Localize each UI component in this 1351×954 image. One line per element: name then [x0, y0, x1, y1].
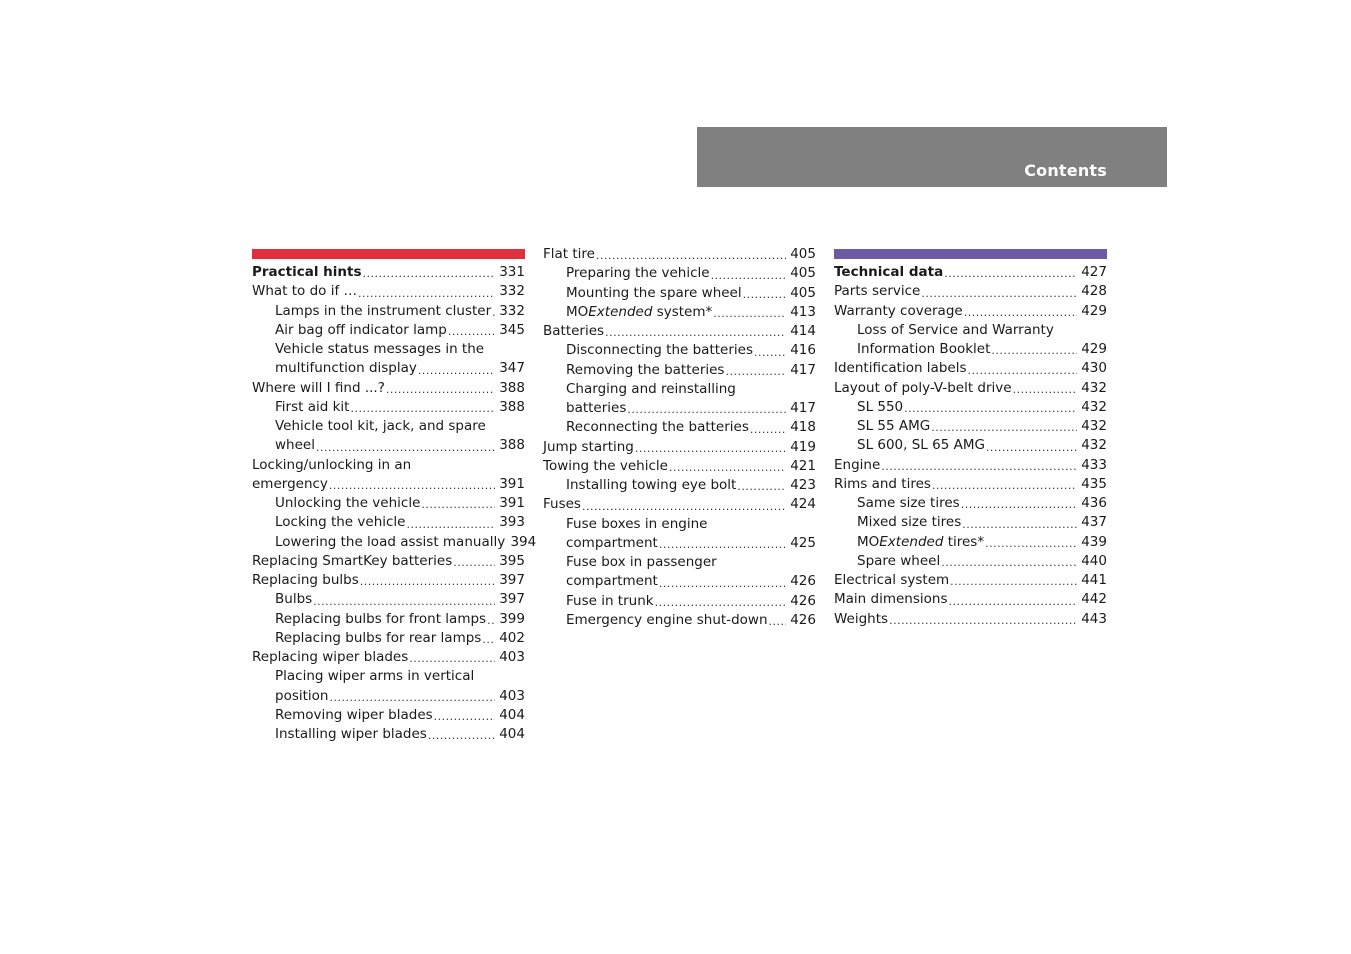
toc-entry-label: Weights [834, 610, 889, 627]
toc-entry [252, 494, 525, 513]
toc-entry-label: Lamps in the instrument cluster [275, 302, 492, 319]
toc-entry-label: Fuse boxes in engine [566, 515, 708, 532]
toc-entry-label: SL 550 [857, 398, 904, 415]
toc-entry-page: 413 [790, 303, 816, 320]
toc-entry-label: Electrical system [834, 572, 950, 588]
toc-entry-page: 405 [790, 265, 816, 282]
toc-entry-label: Towing the vehicle [543, 457, 668, 474]
toc-entry-page: 403 [499, 687, 525, 704]
toc-entry [834, 436, 1107, 455]
toc-entry [252, 379, 525, 398]
toc-entry [252, 552, 525, 571]
toc-entry [834, 398, 1107, 417]
dot-leader [386, 381, 495, 398]
toc-entry [543, 361, 816, 380]
toc-entry [834, 513, 1107, 532]
toc-entry-page: 430 [1081, 360, 1107, 377]
dot-leader [434, 708, 495, 725]
toc-entry-label: compartment [566, 573, 658, 590]
page-title: Contents [1024, 161, 1107, 180]
toc-entry-page: 435 [1081, 475, 1107, 492]
toc-entry-page: 433 [1081, 456, 1107, 473]
toc-entry-page: 429 [1081, 302, 1107, 319]
dot-leader [743, 286, 786, 303]
toc-entry [252, 263, 525, 282]
dot-leader [881, 458, 1077, 475]
toc-entry-label: position [275, 687, 329, 704]
dot-leader [750, 421, 786, 438]
toc-column-flat-tire [543, 245, 816, 630]
toc-entry-page: 427 [1081, 264, 1107, 280]
toc-entry [543, 284, 816, 303]
dot-leader [964, 304, 1077, 321]
dot-leader [986, 439, 1077, 456]
toc-entry-label: Bulbs [275, 591, 313, 608]
toc-entries [252, 263, 537, 744]
dot-leader [941, 554, 1077, 571]
toc-entry-label: Information Booklet [857, 341, 991, 357]
dot-leader [948, 593, 1077, 610]
dot-leader [961, 496, 1077, 513]
toc-entry [252, 513, 525, 532]
dot-leader [421, 496, 495, 513]
toc-entry-label: MOExtended system* [566, 303, 713, 320]
toc-entry-page: 388 [499, 379, 525, 396]
toc-entry-page: 417 [790, 400, 816, 416]
dot-leader [406, 516, 495, 533]
toc-entry-label: Reconnecting the batteries [566, 419, 749, 436]
toc-entry [543, 418, 816, 437]
toc-entry-page: 395 [499, 552, 525, 569]
dot-leader [1013, 381, 1077, 398]
toc-entry-page: 432 [1081, 437, 1107, 454]
dot-leader [944, 265, 1077, 282]
toc-entry-page: 437 [1081, 514, 1107, 531]
toc-entry-label: Main dimensions [834, 591, 948, 608]
toc-entry-page: 416 [790, 342, 816, 359]
toc-entry [543, 264, 816, 283]
toc-entry-label: multifunction display [275, 360, 417, 377]
toc-entry [834, 417, 1107, 436]
toc-entry [252, 302, 525, 321]
toc-entry [834, 379, 1107, 398]
toc-entry [834, 359, 1107, 378]
toc-entry [834, 321, 1107, 340]
toc-entry-page: 332 [499, 283, 525, 300]
dot-leader [921, 285, 1077, 302]
toc-entry [834, 456, 1107, 475]
toc-entry-label: Air bag off indicator lamp [275, 321, 447, 338]
toc-entry [543, 553, 816, 572]
toc-entry-label: compartment [566, 534, 658, 551]
toc-entry-label: Parts service [834, 283, 921, 300]
toc-entry-label: Mounting the spare wheel [566, 284, 742, 301]
toc-entry-label: Where will I find ...? [252, 379, 385, 396]
toc-entry-label: Mixed size tires [857, 514, 962, 531]
dot-leader [627, 401, 786, 418]
toc-entry [543, 534, 816, 553]
toc-entry-page: 440 [1081, 552, 1107, 569]
toc-entry-page: 432 [1081, 379, 1107, 396]
toc-entry-label: Lowering the load assist manually [275, 533, 506, 550]
toc-entry [834, 263, 1107, 282]
toc-entry-label: Charging and reinstalling [566, 380, 736, 397]
dot-leader [329, 689, 495, 706]
toc-entry [252, 321, 525, 340]
toc-entry [252, 398, 525, 417]
toc-entry [834, 494, 1107, 513]
dot-leader [409, 650, 495, 667]
toc-entry [252, 436, 525, 455]
toc-entry-page: 429 [1081, 341, 1107, 357]
toc-entry-page: 417 [790, 361, 816, 378]
toc-entry-label: Vehicle tool kit, jack, and spare [275, 418, 486, 434]
toc-entry-page: 393 [499, 514, 525, 531]
toc-entries [543, 245, 816, 630]
toc-entry [252, 667, 525, 686]
toc-entry-label: Rims and tires [834, 475, 931, 492]
toc-entry-label: Fuses [543, 496, 581, 513]
toc-entry-page: 426 [790, 592, 816, 609]
toc-entry-page: 332 [499, 302, 525, 319]
toc-entry-label: Placing wiper arms in vertical [275, 668, 475, 685]
toc-entry [543, 495, 816, 514]
toc-entry-label: What to do if … [252, 283, 358, 300]
toc-entry-page: 404 [499, 706, 525, 723]
toc-entry-page: 388 [499, 398, 525, 415]
toc-entry [252, 706, 525, 725]
toc-entry [834, 302, 1107, 321]
toc-entry-page: 347 [499, 360, 525, 377]
toc-entry [543, 341, 816, 360]
toc-entry-page: 391 [499, 495, 525, 511]
dot-leader [659, 536, 786, 553]
header-bar [697, 127, 1167, 187]
dot-leader [659, 575, 786, 592]
toc-entry-page: 436 [1081, 495, 1107, 511]
toc-entry [252, 571, 525, 590]
dot-leader [418, 362, 495, 379]
toc-entry-label: Emergency engine shut-down [566, 611, 768, 628]
toc-entry [543, 303, 816, 322]
dot-leader [932, 477, 1077, 494]
toc-entry [834, 533, 1107, 552]
dot-leader [448, 323, 495, 340]
toc-entry-page: 426 [790, 611, 816, 628]
toc-entry-label: Practical hints [252, 264, 362, 280]
toc-entry-label: Fuse in trunk [566, 592, 654, 609]
dot-leader [350, 400, 495, 417]
dot-leader [482, 631, 495, 648]
toc-entry-page: 414 [790, 323, 816, 339]
toc-entry-page: 331 [499, 264, 525, 280]
toc-entry [252, 533, 537, 552]
toc-entry-page: 424 [790, 496, 816, 513]
dot-leader [329, 477, 495, 494]
dot-leader [316, 439, 495, 456]
dot-leader [453, 554, 495, 571]
toc-entry [543, 322, 816, 341]
toc-entry-label: Batteries [543, 323, 605, 339]
toc-entry-label: Installing towing eye bolt [566, 477, 737, 493]
toc-entry-page: 388 [499, 437, 525, 454]
toc-entry-label: Disconnecting the batteries [566, 342, 753, 359]
toc-entry-page: 443 [1081, 610, 1107, 627]
toc-entry-label: Unlocking the vehicle [275, 495, 421, 511]
toc-entry-label: Technical data [834, 264, 944, 280]
toc-entry-page: 397 [499, 591, 525, 608]
dot-leader [596, 247, 786, 264]
dot-leader [363, 265, 495, 282]
dot-leader [487, 612, 495, 629]
dot-leader [605, 324, 786, 341]
dot-leader [669, 459, 786, 476]
toc-entry-page: 425 [790, 534, 816, 551]
toc-entries [834, 263, 1107, 629]
toc-entry [834, 571, 1107, 590]
dot-leader [931, 419, 1077, 436]
toc-entry-page: 405 [790, 246, 816, 262]
toc-entry [543, 476, 816, 495]
dot-leader [711, 267, 786, 284]
toc-entry-page: 405 [790, 284, 816, 301]
dot-leader [991, 342, 1077, 359]
toc-entry-page: 432 [1081, 398, 1107, 415]
toc-entry [543, 245, 816, 264]
toc-entry-page: 345 [499, 321, 525, 338]
toc-entry [252, 590, 525, 609]
dot-leader [492, 304, 495, 321]
dot-leader [428, 727, 495, 744]
toc-entry-label: Spare wheel [857, 552, 941, 569]
toc-entry-label: Identification labels [834, 360, 967, 377]
toc-entry-label: Same size tires [857, 495, 960, 511]
toc-entry [252, 725, 525, 744]
toc-entry-page: 403 [499, 649, 525, 665]
dot-leader [962, 516, 1077, 533]
toc-entry-label: Preparing the vehicle [566, 265, 710, 282]
toc-entry-label: Locking/unlocking in an [252, 456, 412, 473]
toc-entry-label: Locking the vehicle [275, 514, 406, 531]
dot-leader [904, 400, 1077, 417]
toc-entry [252, 456, 525, 475]
dot-leader [635, 440, 786, 457]
dot-leader [769, 613, 786, 630]
toc-entry-label: MOExtended tires* [857, 533, 985, 550]
toc-entry-page: 426 [790, 573, 816, 590]
dot-leader [655, 594, 786, 611]
toc-entry [543, 438, 816, 457]
toc-entry-label: wheel [275, 437, 315, 454]
toc-entry [252, 629, 525, 648]
dot-leader [313, 593, 495, 610]
dot-leader [737, 478, 786, 495]
toc-column-practical-hints [252, 249, 537, 744]
dot-leader [360, 573, 495, 590]
toc-entry-label: Replacing SmartKey batteries [252, 552, 453, 569]
toc-entry-page: 391 [499, 475, 525, 492]
toc-entry [543, 572, 816, 591]
toc-entry-page: 402 [499, 629, 525, 646]
toc-entry [252, 687, 525, 706]
toc-entry-label: Removing wiper blades [275, 706, 433, 723]
dot-leader [358, 285, 495, 302]
toc-entry-page: 423 [790, 477, 816, 493]
toc-entry [252, 610, 525, 629]
toc-entry-label: Replacing bulbs [252, 572, 359, 588]
toc-entry-label: Engine [834, 456, 881, 473]
toc-entry-label: Installing wiper blades [275, 726, 427, 742]
toc-entry-label: SL 600, SL 65 AMG [857, 437, 985, 454]
toc-entry-label: Layout of poly-V-belt drive [834, 379, 1012, 396]
toc-column-technical-data [834, 249, 1107, 629]
dot-leader [968, 362, 1078, 379]
toc-entry [252, 282, 525, 301]
toc-entry [834, 282, 1107, 301]
toc-entry [252, 340, 525, 359]
toc-entry [543, 380, 816, 399]
toc-entry-label: Jump starting [543, 438, 634, 455]
toc-entry [252, 359, 525, 378]
toc-entry-label: Loss of Service and Warranty [857, 321, 1054, 338]
toc-entry [834, 340, 1107, 359]
toc-entry-label: Replacing bulbs for rear lamps [275, 629, 482, 646]
toc-entry [834, 475, 1107, 494]
toc-entry-label: First aid kit [275, 398, 350, 415]
toc-entry-page: 421 [790, 457, 816, 474]
toc-entry-page: 441 [1081, 572, 1107, 588]
toc-entry [834, 610, 1107, 629]
toc-entry [252, 648, 525, 667]
toc-entry-page: 404 [499, 726, 525, 742]
toc-entry [834, 590, 1107, 609]
toc-entry-page: 442 [1081, 591, 1107, 608]
toc-entry-page: 432 [1081, 418, 1107, 434]
section-bar-technical-data [834, 249, 1107, 259]
toc-entry-page: 428 [1081, 283, 1107, 300]
dot-leader [950, 573, 1077, 590]
toc-entry-page: 419 [790, 438, 816, 455]
section-bar-practical-hints [252, 249, 525, 259]
toc-entry-page: 399 [499, 610, 525, 627]
toc-entry [834, 552, 1107, 571]
toc-entry-label: Flat tire [543, 246, 595, 262]
toc-entry-label: batteries [566, 400, 627, 416]
dot-leader [889, 612, 1077, 629]
toc-entry-label: Warranty coverage [834, 302, 963, 319]
toc-entry-page: 394 [510, 533, 537, 550]
dot-leader [985, 535, 1077, 552]
dot-leader [582, 498, 786, 515]
toc-entry-label: Vehicle status messages in the [275, 341, 485, 357]
toc-entry-page: 418 [790, 419, 816, 436]
toc-entry [543, 611, 816, 630]
toc-entry [543, 515, 816, 534]
toc-entry [543, 457, 816, 476]
toc-entry-label: emergency [252, 475, 328, 492]
toc-entry-label: Fuse box in passenger [566, 554, 717, 570]
toc-entry-page: 397 [499, 572, 525, 588]
toc-entry-label: SL 55 AMG [857, 418, 931, 434]
dot-leader [725, 363, 786, 380]
toc-entry-label: Replacing bulbs for front lamps [275, 610, 487, 627]
toc-entry [543, 592, 816, 611]
toc-entry [252, 417, 525, 436]
toc-entry-page: 439 [1081, 533, 1107, 550]
dot-leader [754, 344, 786, 361]
toc-entry [252, 475, 525, 494]
dot-leader [713, 305, 786, 322]
toc-entry-label: Removing the batteries [566, 361, 725, 378]
toc-entry-label: Replacing wiper blades [252, 649, 409, 665]
toc-entry [543, 399, 816, 418]
